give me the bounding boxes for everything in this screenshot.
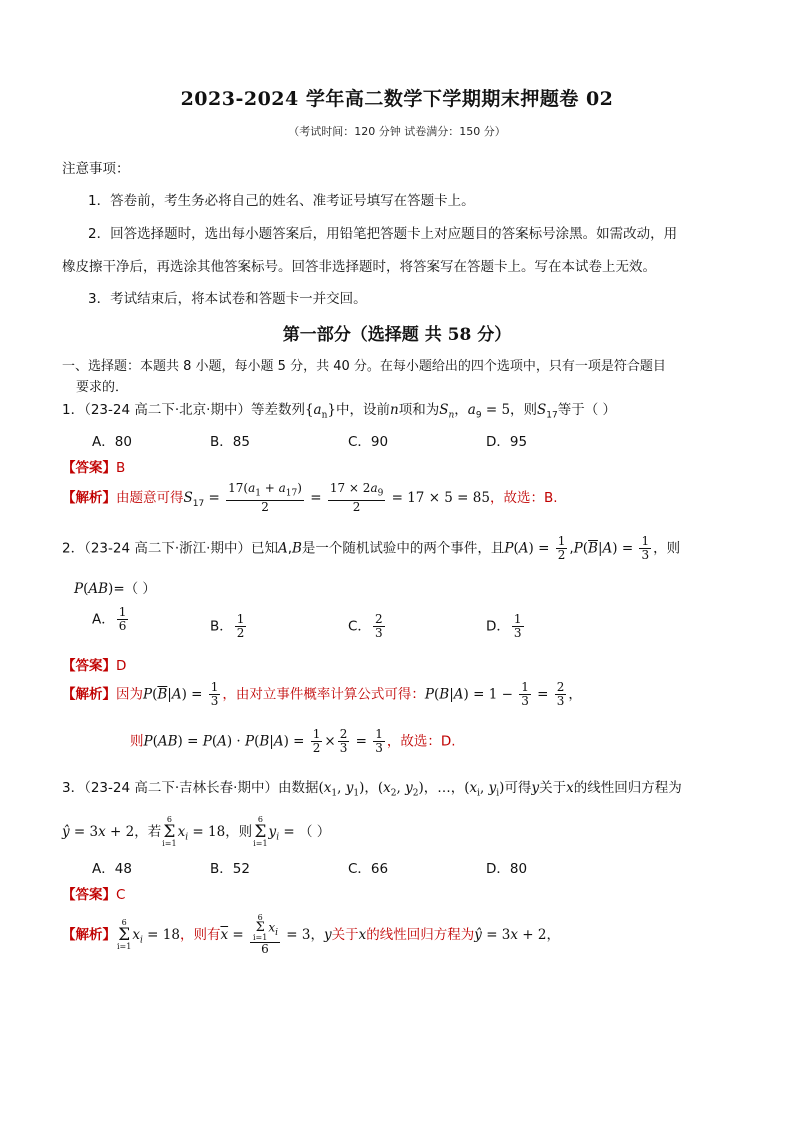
section-instruction-1: 一、选择题：本题共 8 小题，每小题 5 分，共 40 分。在每小题给出的四个选项中，只有一项是符合题目 — [62, 359, 666, 374]
q1-answer: 【答案】B — [62, 460, 126, 476]
note-3: 3．考试结束后，将本试卷和答题卡一并交回。 — [88, 291, 367, 307]
q3-option-b: B．52 — [210, 861, 250, 877]
q2-option-d: D． $\frac{1}{3}$ — [486, 612, 522, 640]
q2-option-b: B． $\frac{1}{2}$ — [210, 612, 245, 640]
note-1: 1．答卷前，考生务必将自己的姓名、准考证号填写在答题卡上。 — [88, 193, 475, 209]
q1-option-d: D．95 — [486, 434, 528, 450]
q1-option-a: A．80 — [92, 434, 132, 450]
q3-answer: 【答案】C — [62, 887, 126, 903]
question-3-stem: 3．（23-24 高二下·吉林长春·期中）由数据($x_1$, $y_1$)，($x_2$, $y_2$)，…，($x_i$, $y_i$)可得y关于x的线性回归方程为 — [62, 780, 682, 799]
question-2-stem: 2．（23-24 高二下·浙江·期中）已知A,B是一个随机试验中的两个事件，且P(A) = $\frac{1}{2}$ $,P(\overline{B}|A)$ = $\frac{1}{3}$ ，则 — [62, 534, 681, 562]
q2-analysis-line-1: 【解析】因为$P(\overline{B}|A)$ = $\frac{1}{3}$ ，由对立事件概率计算公式可得：P(B|A) = 1 − $\frac{1}{3}$ = $\frac{2}{3}$ ， — [62, 680, 582, 708]
q3-option-a: A．48 — [92, 861, 132, 877]
q2-option-c: C． $\frac{2}{3}$ — [348, 612, 383, 640]
section-instruction-2: 要求的． — [76, 380, 129, 395]
q3-option-c: C．66 — [348, 861, 389, 877]
q3-option-d: D．80 — [486, 861, 528, 877]
q1-option-c: C．90 — [348, 434, 389, 450]
q1-analysis: 【解析】由题意可得$S_{17}$ = $\frac{17(a_1 + a_{17})}{2}$ = $\frac{17 \times 2a_9}{2}$ = 17 × 5 = 85，故选：B. — [62, 481, 558, 515]
note-2-line-1: 2．回答选择题时，选出每小题答案后，用铅笔把答题卡上对应题目的答案标号涂黑。如需改动，用 — [88, 226, 678, 242]
q1-option-b: B．85 — [210, 434, 250, 450]
note-2-line-2: 橡皮擦干净后，再选涂其他答案标号。回答非选择题时，将答案写在答题卡上。写在本试卷上无效。 — [62, 259, 656, 275]
q2-answer: 【答案】D — [62, 658, 127, 674]
question-2-stem-line-2: P(AB)=（ ） — [74, 581, 156, 597]
q2-option-a: A． $\frac{1}{6}$ — [92, 605, 127, 633]
question-1-stem: 1．（23-24 高二下·北京·期中）等差数列$\{a_n\}$中，设前n项和为$S_n$，$a_9 = 5$，则$S_{17}$等于（ ） — [62, 402, 617, 421]
question-3-stem-line-2: ŷ = 3x + 2，若 6 Σ i=1 $x_i = 18$，则 6 Σ i=1 $y_i$ = （ ） — [62, 815, 331, 848]
q2-analysis-line-2: 则P(AB) = P(A) · P(B|A) = $\frac{1}{2}$ × $\frac{2}{3}$ = $\frac{1}{3}$ ，故选：D. — [130, 727, 456, 755]
notes-heading: 注意事项： — [62, 161, 130, 177]
exam-info: （考试时间：120 分钟 试卷满分：150 分） — [288, 125, 506, 138]
section-title: 第一部分（选择题 共 58 分） — [282, 325, 512, 345]
page-title: 2023-2024 学年高二数学下学期期末押题卷 02 — [180, 88, 614, 110]
q3-analysis: 【解析】 6 Σ i=1 $x_i = 18$，则有$\overline{x}$ = 6 Σ i=1 $x_i$ 6 = 3，y关于x的线性回归方程为ŷ = 3x + 2， — [62, 913, 560, 956]
